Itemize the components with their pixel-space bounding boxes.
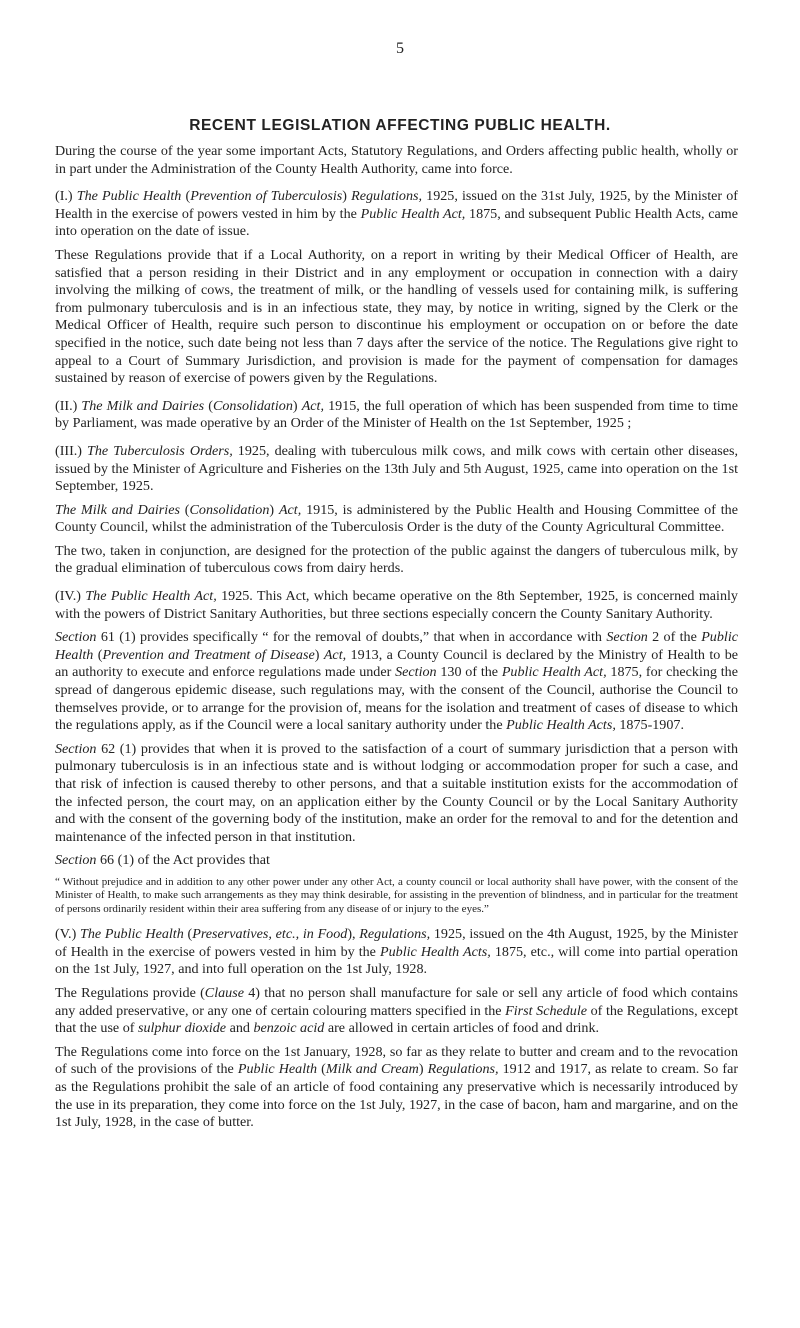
italic-text: Section <box>395 664 437 681</box>
text-run: ( <box>93 646 103 663</box>
italic-text: Regulations, <box>427 1061 499 1078</box>
italic-text: Public Health Acts, <box>380 943 491 960</box>
italic-text: Consolidation <box>189 501 270 518</box>
italic-text: Public Health <box>237 1061 318 1078</box>
text-run: ) <box>269 501 279 518</box>
italic-text: Prevention and Treatment of Disease <box>102 646 315 663</box>
paragraph-iii-body-1 <box>55 502 738 537</box>
text-run: During the course of the year some important Acts, Statutory Regulations, and Orders affecting public health, wholly or in part under the Administration of the County Health Authority, came into force. <box>55 143 738 177</box>
italic-text: Public Health <box>55 629 738 663</box>
italic-text: benzoic acid <box>253 1020 325 1037</box>
text-run: ) <box>418 1061 428 1078</box>
italic-text: The Public Health <box>76 188 182 205</box>
text-run: The Regulations provide ( <box>55 984 205 1001</box>
italic-text: Act, <box>301 397 324 414</box>
italic-text: First Schedule <box>505 1002 588 1019</box>
page-number: 5 <box>396 40 404 57</box>
text-run: 1915, the full operation of which has been suspended from time to time by Parliament, was made operative by an Order of the Minister of Health on the 1st September, 1925 ; <box>55 397 738 432</box>
text-run: (I.) <box>55 188 77 205</box>
document-body <box>55 143 738 1138</box>
text-run: 1875, etc., will come into partial operation on the 1st July, 1927, and into full operation on the 1st July, 1928. <box>55 943 738 978</box>
text-run: 66 (1) of the Act provides that <box>96 852 270 869</box>
italic-text: Section <box>606 629 648 646</box>
text-run: 62 (1) provides that when it is proved to the satisfaction of a court of summary jurisdiction that a person with pulmonary tuberculosis is in an infectious state and is without lodging or accommodation proper for such a case, and that risk of infection is caused thereby to other persons, and that a suitable institution exists for the accommodation of the infected person, the court may, on an application either by the County Council or by the Local Sanitary Authority and with the consent of the governing body of the institution, make an order for the removal to and for the detention and maintenance of the infected person in that institution. <box>55 740 738 845</box>
text-run: (II.) <box>55 397 82 414</box>
text-run: and <box>226 1020 254 1037</box>
paragraph-ii-heading <box>55 398 738 433</box>
text-run: 1925. This Act, which became operative on the 8th September, 1925, is concerned mainly with the powers of District Sanitary Authorities, but three sections especially concern the County Sanitary Authority. <box>55 588 738 622</box>
paragraph-v-body-2 <box>55 1044 738 1132</box>
paragraph-iii-body-2 <box>55 543 738 578</box>
paragraph-iii-heading <box>55 443 738 496</box>
italic-text: Prevention of Tuberculosis <box>190 188 343 205</box>
paragraph-iv-s66-quote <box>55 876 738 916</box>
text-run: 1875, and subsequent Public Health Acts, came into operation on the date of issue. <box>55 205 739 240</box>
paragraph-i-heading <box>55 188 738 241</box>
paragraph-iv-s61 <box>55 629 738 735</box>
italic-text: Section <box>55 629 97 646</box>
text-run: 2 of the <box>647 629 702 646</box>
text-run: ) <box>342 188 352 205</box>
text-run: 61 (1) provides specifically “ for the removal of doubts,” that when in accordance with <box>96 629 607 646</box>
text-run: ( <box>317 1061 326 1078</box>
italic-text: Preservatives, etc., in Food <box>192 926 348 943</box>
paragraph-v-heading <box>55 926 738 979</box>
text-run: “ Without prejudice and in addition to any other power under any other Act, a county council or local authority shall have power, with the consent of the Minister of Health, to make such arrangements as they may think desirable, for assisting in the prevention of blindness, and in particular for the treatment of persons ordinarily resident within their area suffering from any disease of or injury to the eyes.” <box>55 875 738 915</box>
italic-text: Act, <box>323 646 347 663</box>
text-run: 1913, a County Council is declared by the Ministry of Health to be an authority to execute and enforce regulations made under <box>55 646 738 681</box>
paragraph-v-body-1 <box>55 985 738 1038</box>
text-run: ( <box>183 926 193 943</box>
italic-text: The Milk and Dairies <box>81 397 205 414</box>
text-run: are allowed in certain articles of food and drink. <box>324 1020 600 1037</box>
text-run: The Regulations come into force on the 1st January, 1928, so far as they relate to butter and cream and to the revocation of such of the provisions of the <box>55 1043 738 1078</box>
italic-text: Clause <box>204 984 244 1001</box>
page-heading: RECENT LEGISLATION AFFECTING PUBLIC HEALTH. <box>189 117 611 134</box>
text-run: 1925, issued on the 31st July, 1925, by the Minister of Health in the exercise of powers vested in him by the <box>55 188 738 222</box>
italic-text: Regulations, <box>359 926 431 943</box>
text-run: 130 of the <box>436 664 502 681</box>
text-run: ) <box>314 646 324 663</box>
text-run: ( <box>204 397 213 414</box>
text-run: ), <box>347 926 360 943</box>
text-run: 1875-1907. <box>615 717 684 734</box>
text-run: (IV.) <box>55 588 86 605</box>
text-run: (III.) <box>55 442 88 459</box>
text-run: 1875, for checking the spread of dangerous epidemic disease, such regulations may, with the consent of the Council, authorise the Council to themselves provide, or to arrange for the provision of, means for the isolation and treatment of cases of disease to which the regulations apply, as if the Council were a local sanitary authority under the <box>55 664 738 734</box>
italic-text: Public Health Acts, <box>506 717 616 734</box>
paragraph-i-body <box>55 247 738 388</box>
paragraph-iv-s62 <box>55 741 738 847</box>
italic-text: Milk and Cream <box>325 1061 419 1078</box>
text-run: ) <box>292 397 302 414</box>
italic-text: sulphur dioxide <box>137 1020 227 1037</box>
italic-text: Public Health Act, <box>501 664 607 681</box>
text-run: ( <box>181 188 191 205</box>
text-run: (V.) <box>55 926 81 943</box>
text-run: 1925, issued on the 4th August, 1925, by the Minister of Health in the exercise of powers vested in him by the <box>55 926 739 960</box>
italic-text: The Milk and Dairies <box>55 501 180 518</box>
text-run: 4) that no person shall manufacture for sale or sell any article of food which contains any added preservative, or any one of certain colouring matters specified in the <box>55 984 738 1019</box>
italic-text: Public Health Act, <box>360 205 466 222</box>
italic-text: Section <box>55 852 97 869</box>
text-run: The two, taken in conjunction, are designed for the protection of the public against the dangers of tuberculous milk, by the gradual elimination of tuberculous cows from dairy herds. <box>55 542 738 577</box>
text-run: of the Regulations, except that the use of <box>55 1002 738 1037</box>
paragraph-intro <box>55 143 738 178</box>
text-run: 1915, is administered by the Public Health and Housing Committee of the County Council, whilst the administration of the Tuberculosis Order is the duty of the County Agricultural Committee. <box>55 501 738 536</box>
italic-text: Regulations, <box>351 188 422 205</box>
italic-text: The Tuberculosis Orders, <box>87 442 233 459</box>
italic-text: Consolidation <box>212 397 293 414</box>
text-run: 1925, dealing with tuberculous milk cows, and milk cows with certain other diseases, issued by the Minister of Agriculture and Fisheries on the 13th July and 5th August, 1925, came into operation on the 1st September, 1925. <box>55 442 738 495</box>
text-run: These Regulations provide that if a Local Authority, on a report in writing by their Medical Officer of Health, are satisfied that a person residing in their District and in any employment or occupation in connection with a dairy involving the milking of cows, the treatment of milk, or the handling of vessels used for containing milk, is suffering from pulmonary tuberculosis and is in an infectious state, they may, by notice in writing, signed by the Clerk or the Medical Officer of Health, require such person to discontinue his employment or occupation on or before the date specified in the notice, such date being not less than 7 days after the service of the notice. The Regulations give right to appeal to a Court of Summary Jurisdiction, and provision is made for the payment of compensation for damages sustained by reason of exercise of powers given by the Regulations. <box>55 246 738 387</box>
paragraph-iv-heading <box>55 588 738 623</box>
italic-text: The Public Health Act, <box>85 588 217 605</box>
text-run: 1912 and 1917, as relate to cream. So far as the Regulations prohibit the sale of an article of food containing any preservative which is necessarily introduced by the use in its preparation, they come into force on the 1st July, 1927, in the case of bacon, ham and margarine, and on the 1st July, 1928, in the case of butter. <box>55 1061 739 1131</box>
italic-text: Act, <box>278 501 302 518</box>
paragraph-iv-s66 <box>55 852 738 870</box>
italic-text: Section <box>55 740 97 757</box>
text-run: ( <box>179 501 190 518</box>
italic-text: The Public Health <box>80 926 184 943</box>
